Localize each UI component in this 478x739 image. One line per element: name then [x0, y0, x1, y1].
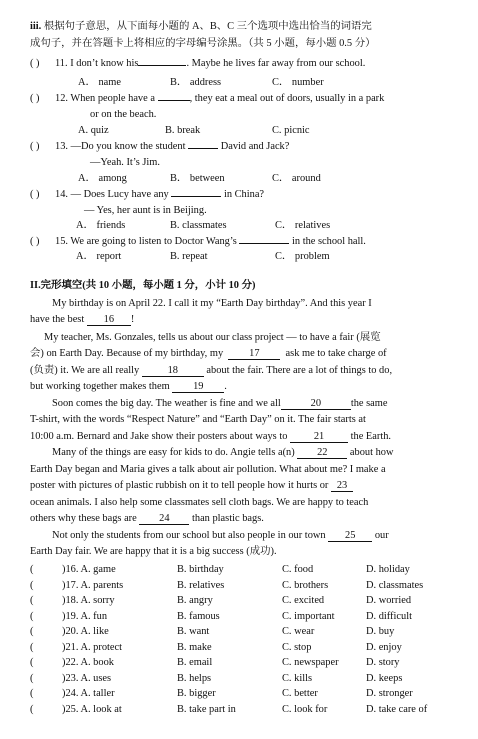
- question-number: 12.: [55, 93, 68, 104]
- passage-text: about the fair. There are a lot of things to do,: [206, 365, 393, 376]
- choice-number: )19.: [62, 610, 79, 622]
- choice-number: )24.: [62, 688, 79, 699]
- question-text: When people have a: [70, 93, 155, 104]
- answer-paren: ( ): [30, 189, 40, 200]
- question-text: . Maybe he lives far away from our school.: [186, 58, 366, 69]
- passage-text: the same: [350, 398, 388, 409]
- option-b: B. email: [177, 657, 213, 668]
- passage-text: our: [374, 530, 389, 541]
- choice-number-and-a: [62, 563, 116, 576]
- question-number: 14.: [55, 189, 68, 200]
- answer-paren: (: [30, 579, 34, 591]
- option-c: C. food: [282, 564, 314, 575]
- choice-number-and-a: [62, 672, 111, 685]
- passage-text: have the best: [30, 314, 85, 325]
- passage-text: about how: [349, 447, 394, 458]
- passage-text: but working together makes them: [30, 381, 170, 392]
- question-14: [55, 188, 264, 201]
- answer-paren: (: [30, 610, 34, 622]
- option-c: C. better: [282, 688, 318, 699]
- section-instructions-line1: 根据句子意思，从下面每小题的 A、B、C 三个选项中选出恰当的词语完: [43, 21, 372, 32]
- section-instructions-line2: 成句子，并在答题卡上将相应的字母编号涂黑。（共 5 小题，每小题 0.5 分）: [30, 38, 376, 49]
- passage-line: My birthday is on April 22. I call it my “Earth Day birthday”. And this year I: [52, 298, 372, 309]
- question-text: David and Jack?: [220, 141, 290, 152]
- passage-text: 10:00 a.m. Bernard and Jake show their posters about ways to: [30, 431, 288, 442]
- option-a: A. book: [80, 657, 114, 668]
- answer-paren: ( ): [30, 58, 40, 69]
- passage-text: poster with pictures of plastic rubbish on it to tell people how it hurts or: [30, 480, 329, 491]
- option-b: B． between: [170, 173, 225, 184]
- choice-number-and-a: [62, 641, 122, 654]
- answer-paren: ( ): [30, 236, 40, 247]
- option-a: A. like: [80, 626, 109, 637]
- question-12: [55, 92, 384, 105]
- passage-line: [52, 529, 389, 542]
- section-number: iii.: [30, 21, 42, 32]
- choice-number: )22.: [62, 657, 79, 668]
- cloze-heading: II.完形填空(共 10 小题，每小题 1 分，小计 10 分): [30, 280, 256, 291]
- answer-paren: (: [30, 626, 34, 637]
- passage-line: [30, 313, 134, 326]
- option-d: D. buy: [366, 626, 395, 637]
- passage-line: Earth Day fair. We are happy that it is a big success (成功).: [30, 546, 277, 557]
- option-c: C. picnic: [272, 125, 310, 136]
- passage-line: [30, 430, 391, 443]
- choice-number: )20.: [62, 626, 79, 637]
- blank-16: 16: [87, 314, 131, 326]
- answer-paren: (: [30, 564, 34, 575]
- option-a: A. fun: [80, 610, 108, 622]
- option-a: A． report: [76, 251, 122, 262]
- question-continuation: or on the beach.: [90, 109, 157, 120]
- passage-line: ocean animals. I also help some classmates sell cloth bags. We are happy to teach: [30, 497, 369, 508]
- choice-number-and-a: [62, 656, 114, 669]
- answer-paren: (: [30, 672, 34, 684]
- option-a: A. parents: [80, 579, 124, 591]
- passage-line: [30, 512, 264, 525]
- option-b: B. make: [177, 641, 212, 653]
- passage-text: ask me to take charge of: [285, 348, 387, 359]
- answer-paren: ( ): [30, 93, 40, 104]
- option-b: B. break: [165, 125, 201, 136]
- option-a: A. taller: [80, 688, 115, 699]
- passage-text: than plastic bags.: [191, 513, 264, 524]
- blank-20: 20: [281, 398, 351, 410]
- passage-line: [52, 446, 393, 459]
- option-c: C. excited: [282, 595, 325, 606]
- option-d: D. story: [366, 657, 400, 668]
- question-text: I don’t know his: [70, 58, 139, 69]
- option-b: B. famous: [177, 610, 220, 622]
- passage-text: Not only the students from our school but also people in our town: [52, 530, 326, 541]
- option-b: B. take part in: [177, 703, 236, 715]
- option-c: C． around: [272, 173, 321, 184]
- blank-22: 22: [297, 447, 347, 459]
- option-c: C. brothers: [282, 579, 329, 591]
- passage-text: 会) on Earth Day. Because of my birthday, my: [30, 348, 224, 359]
- choice-number: )21.: [62, 641, 79, 653]
- question-text: We are going to listen to Doctor Wang’s: [70, 236, 237, 247]
- question-text: — Does Lucy have any: [70, 189, 169, 200]
- option-a: A. uses: [80, 672, 112, 684]
- option-b: B. want: [177, 626, 210, 637]
- answer-blank: [171, 196, 221, 197]
- question-text: in the school hall.: [292, 236, 366, 247]
- blank-23: 23: [331, 480, 353, 492]
- answer-paren: (: [30, 595, 34, 606]
- question-number: 11.: [55, 58, 68, 69]
- option-b: B. helps: [177, 672, 212, 684]
- answer-blank: [239, 243, 289, 244]
- choice-number: )16.: [62, 564, 79, 575]
- passage-line: Earth Day began and Maria gives a talk about air pollution. What about me? I make a: [30, 464, 386, 475]
- passage-text: Many of the things are easy for kids to do. Angie tells a(n): [52, 447, 295, 458]
- answer-blank: [138, 65, 186, 66]
- option-d: D. difficult: [366, 610, 412, 622]
- answer-blank: [188, 148, 218, 149]
- passage-text: .: [224, 381, 227, 392]
- choice-number: )25.: [62, 703, 79, 715]
- option-a: A. look at: [80, 703, 122, 715]
- passage-text: the Earth.: [350, 431, 392, 442]
- option-a: A. quiz: [78, 125, 109, 136]
- option-a: A． friends: [76, 220, 126, 231]
- passage-line: [30, 479, 353, 492]
- blank-25: 25: [328, 530, 372, 542]
- choice-number: )23.: [62, 672, 79, 684]
- option-c: C． problem: [275, 251, 330, 262]
- choice-number-and-a: [62, 579, 123, 592]
- option-d: D. holiday: [366, 564, 410, 575]
- option-c: C. stop: [282, 641, 312, 653]
- question-text: —Do you know the student: [70, 141, 186, 152]
- answer-paren: (: [30, 688, 34, 699]
- option-c: C. wear: [282, 626, 315, 637]
- option-c: C. kills: [282, 672, 313, 684]
- option-a: A． name: [78, 77, 121, 88]
- choice-number-and-a: [62, 703, 122, 716]
- choice-number: )18.: [62, 595, 79, 606]
- option-b: B. classmates: [170, 220, 227, 231]
- question-15: [55, 235, 366, 248]
- question-number: 15.: [55, 236, 68, 247]
- answer-paren: (: [30, 641, 34, 653]
- option-d: D. stronger: [366, 688, 413, 699]
- option-c: C． number: [272, 77, 324, 88]
- question-11: [55, 57, 365, 70]
- passage-text: others why these bags are: [30, 513, 137, 524]
- blank-17: 17: [228, 348, 280, 360]
- option-d: D. classmates: [366, 579, 424, 591]
- section-heading: [30, 20, 372, 33]
- question-continuation: — Yes, her aunt is in Beijing.: [84, 205, 207, 216]
- answer-paren: ( ): [30, 141, 40, 152]
- option-b: B. angry: [177, 595, 213, 606]
- option-b: B. birthday: [177, 564, 224, 575]
- answer-blank: [158, 100, 190, 101]
- passage-line: My teacher, Ms. Gonzales, tells us about our class project — to have a fair (展览: [44, 332, 381, 343]
- passage-text: !: [130, 314, 135, 325]
- option-b: B． address: [170, 77, 222, 88]
- option-c: C． relatives: [275, 220, 331, 231]
- question-number: 13.: [55, 141, 68, 152]
- choice-number: )17.: [62, 579, 79, 591]
- option-d: D. enjoy: [366, 641, 402, 653]
- passage-line: [30, 347, 387, 360]
- option-a: A. sorry: [80, 595, 115, 606]
- option-c: C. newspaper: [282, 657, 339, 668]
- option-c: C. look for: [282, 703, 328, 715]
- answer-paren: (: [30, 703, 34, 715]
- question-continuation: —Yeah. It’s Jim.: [90, 157, 160, 168]
- blank-21: 21: [290, 431, 348, 443]
- option-b: B. bigger: [177, 688, 216, 699]
- choice-number-and-a: [62, 610, 107, 623]
- choice-number-and-a: [62, 594, 115, 607]
- option-a: A. game: [80, 564, 116, 575]
- option-d: D. keeps: [366, 672, 403, 684]
- option-b: B. repeat: [170, 251, 208, 262]
- blank-24: 24: [139, 513, 189, 525]
- option-a: A. protect: [80, 641, 123, 653]
- blank-19: 19: [172, 381, 224, 393]
- blank-18: 18: [142, 365, 204, 377]
- passage-line: [52, 397, 387, 410]
- answer-paren: (: [30, 657, 34, 668]
- option-d: D. take care of: [366, 703, 428, 715]
- passage-line: [30, 364, 392, 377]
- option-d: D. worried: [366, 595, 412, 606]
- passage-text: Soon comes the big day. The weather is fine and we all: [52, 398, 281, 409]
- question-13: [55, 140, 289, 153]
- passage-line: [30, 380, 227, 393]
- option-a: A． among: [78, 173, 127, 184]
- question-text: , they eat a meal out of doors, usually in a park: [189, 93, 385, 104]
- option-b: B. relatives: [177, 579, 225, 591]
- choice-number-and-a: [62, 625, 109, 638]
- question-text: in China?: [223, 189, 265, 200]
- choice-number-and-a: [62, 687, 115, 700]
- passage-text: (负责) it. We are all really: [30, 365, 140, 376]
- option-c: C. important: [282, 610, 335, 622]
- passage-line: T-shirt, with the words “Respect Nature” and “Earth Day” on it. The fair starts at: [30, 414, 366, 425]
